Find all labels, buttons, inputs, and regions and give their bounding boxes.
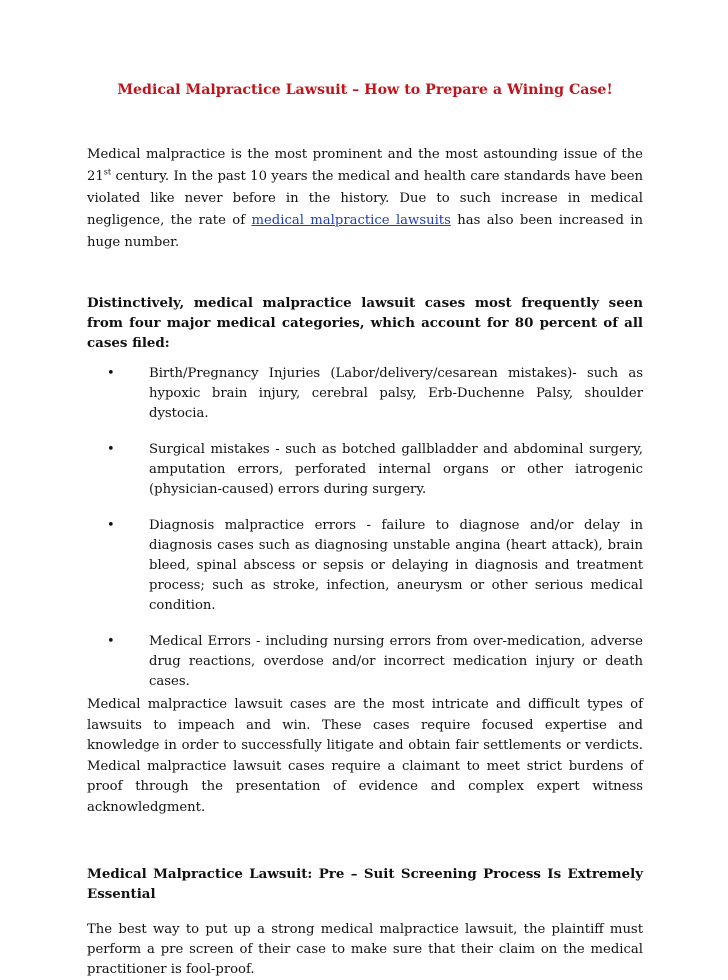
intro-text-b: century. In the past 10 years the medical and health care standards have been violated like never before in the history. Due to such increase in medical negligence, the rate of <box>87 169 643 228</box>
intro-paragraph <box>87 144 643 254</box>
list-item <box>87 632 643 692</box>
list-item <box>87 364 643 424</box>
document-page <box>87 80 643 980</box>
list-item-text: Birth/Pregnancy Injuries (Labor/delivery/cesarean mistakes)- such as hypoxic brain injury, cerebral palsy, Erb-Duchenne Palsy, shoulder dystocia. <box>149 366 643 421</box>
bullet-icon: • <box>107 442 115 457</box>
intro-text-a: Medical malpractice is the most prominent and the most astounding issue of the 21 <box>87 147 643 184</box>
screening-heading: Medical Malpractice Lawsuit: Pre – Suit Screening Process Is Extremely Essential <box>87 866 643 902</box>
categories-heading: Distinctively, medical malpractice lawsuit cases most frequently seen from four major medical categories, which account for 80 percent of all cases filed: <box>87 295 643 351</box>
intro-superscript: st <box>103 167 112 177</box>
list-item-text: Medical Errors - including nursing errors from over-medication, adverse drug reactions, overdose and/or incorrect medication injury or death cases. <box>149 634 643 689</box>
screening-paragraph: The best way to put up a strong medical malpractice lawsuit, the plaintiff must perform a pre screen of their case to make sure that their claim on the medical practitioner is fool-proof. <box>87 922 643 977</box>
bullet-icon: • <box>107 634 115 649</box>
bullet-icon: • <box>107 366 115 381</box>
list-item <box>87 516 643 616</box>
list-item-text: Surgical mistakes - such as botched gallbladder and abdominal surgery, amputation errors, perforated internal organs or other iatrogenic (physician-caused) errors during surgery. <box>149 442 643 497</box>
document-title: Medical Malpractice Lawsuit – How to Prepare a Wining Case! <box>117 82 613 98</box>
categories-list <box>87 364 643 692</box>
complexity-paragraph: Medical malpractice lawsuit cases are the most intricate and difficult types of lawsuits to impeach and win. These cases require focused expertise and knowledge in order to successfully litigate and obtain fair settlements or verdicts. Medical malpractice lawsuit cases require a claimant to meet strict burdens of proof through the presentation of evidence and complex expert witness acknowledgment. <box>87 697 643 815</box>
list-item-text: Diagnosis malpractice errors - failure to diagnose and/or delay in diagnosis cases such as diagnosing unstable angina (heart attack), brain bleed, spinal abscess or sepsis or delaying in diagnosis and treatment process; such as stroke, infection, aneurysm or other serious medical condition. <box>149 518 643 613</box>
intro-text-c: has also been increased in huge number. <box>87 213 643 250</box>
list-item <box>87 440 643 500</box>
bullet-icon: • <box>107 518 115 533</box>
malpractice-lawsuits-link[interactable]: medical malpractice lawsuits <box>251 213 451 228</box>
